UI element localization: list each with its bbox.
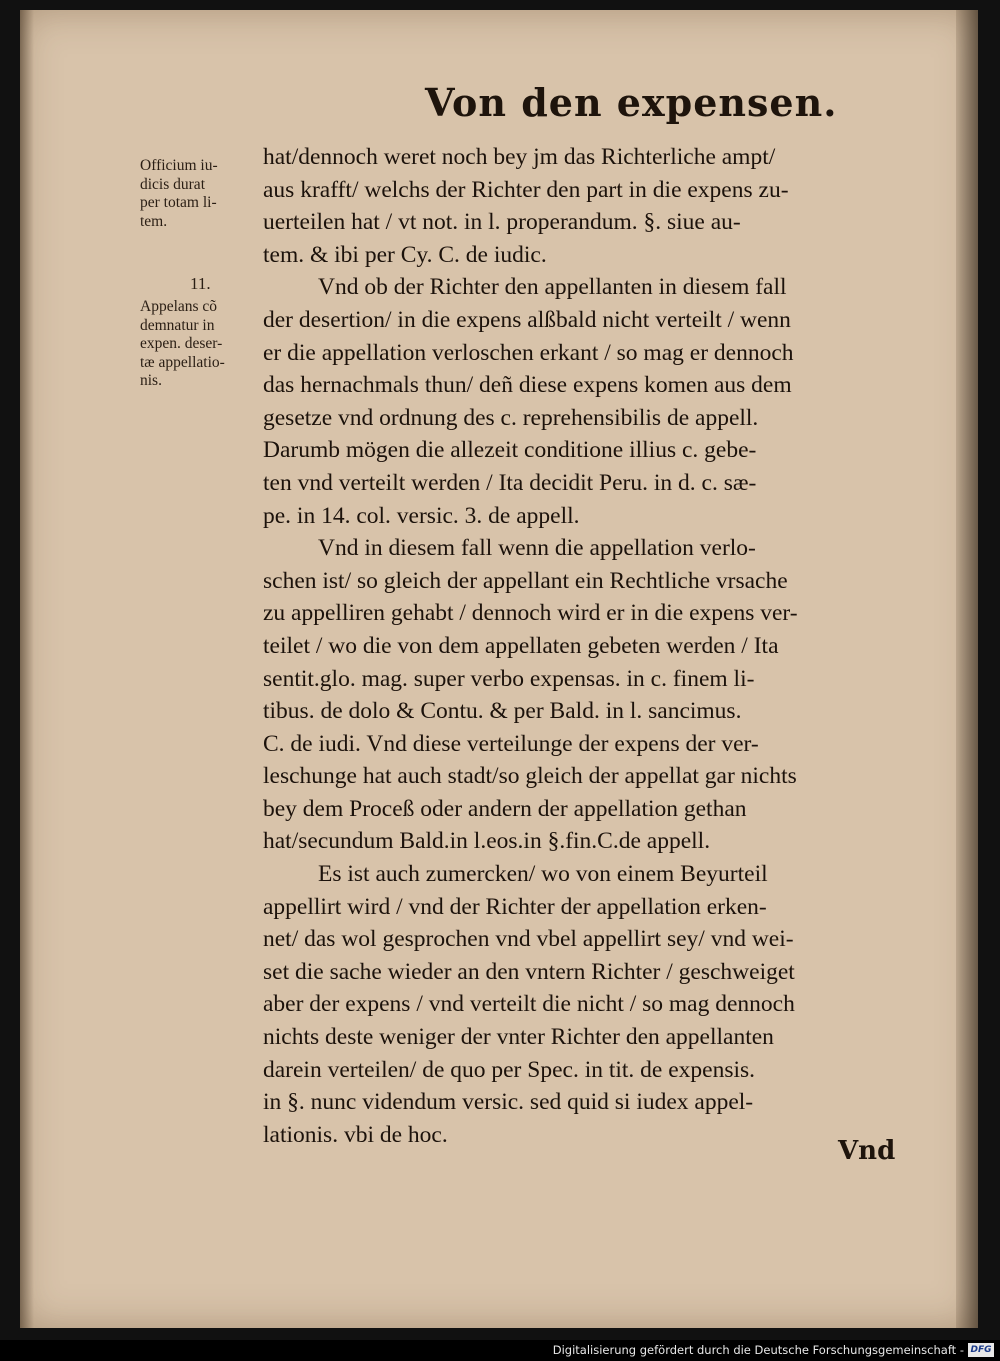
- text-line: uerteilen hat / vt not. in l. properandum. §. siue au-: [263, 209, 741, 236]
- text-line: Darumb mögen die allezeit conditione illius c. gebe-: [263, 437, 757, 464]
- margin-note-appelans: [140, 298, 265, 391]
- text-line: C. de iudi. Vnd diese verteilunge der expens der ver-: [263, 730, 759, 757]
- text-line: der desertion/ in die expens alßbald nicht verteilt / wenn: [263, 306, 791, 333]
- page-edge-shadow: [956, 10, 978, 1328]
- margin-note-officium: [140, 157, 265, 231]
- footer-credit: Digitalisierung gefördert durch die Deutsche Forschungsgemeinschaft -: [552, 1343, 964, 1357]
- body-text: [263, 141, 913, 1151]
- text-line: er die appellation verloschen erkant / so mag er dennoch: [263, 339, 794, 366]
- text-line: lationis. vbi de hoc.: [263, 1121, 448, 1148]
- margin-note-line: expen. deser-: [140, 335, 223, 352]
- text-line: leschunge hat auch stadt/so gleich der appellat gar nichts: [263, 763, 797, 790]
- footer-bar: [0, 1340, 1000, 1361]
- text-line: bey dem Proceß oder andern der appellation gethan: [263, 795, 747, 822]
- text-line: appellirt wird / vnd der Richter der appellation erken-: [263, 893, 767, 920]
- book-page: [20, 10, 978, 1328]
- text-line: sentit.glo. mag. super verbo expensas. in c. finem li-: [263, 665, 755, 692]
- text-line: Vnd in diesem fall wenn die appellation verlo-: [318, 535, 756, 562]
- text-line: aber der expens / vnd verteilt die nicht / so mag dennoch: [263, 991, 795, 1018]
- margin-note-line: dicis durat: [140, 175, 205, 193]
- text-line: pe. in 14. col. versic. 3. de appell.: [263, 502, 580, 529]
- running-head: Von den expensen.: [425, 80, 838, 125]
- margin-note-line: tem.: [140, 212, 168, 230]
- margin-note-line: tæ appellatio-: [140, 353, 225, 371]
- page-gutter-shadow: [20, 10, 34, 1328]
- catchword: Vnd: [838, 1136, 896, 1166]
- text-line: zu appelliren gehabt / dennoch wird er in die expens ver-: [263, 600, 798, 627]
- margin-note-line: Appelans cõ: [140, 298, 218, 315]
- text-line: nichts deste weniger der vnter Richter den appellanten: [263, 1024, 774, 1051]
- text-line: Es ist auch zumercken/ wo von einem Beyurteil: [318, 861, 768, 888]
- text-line: aus krafft/ welchs der Richter den part in die expens zu-: [263, 176, 789, 203]
- margin-note-line: per totam li-: [140, 194, 217, 211]
- text-line: in §. nunc videndum versic. sed quid si iudex appel-: [263, 1089, 754, 1116]
- text-line: darein verteilen/ de quo per Spec. in tit. de expensis.: [263, 1056, 756, 1083]
- text-line: teilet / wo die von dem appellaten gebeten werden / Ita: [263, 632, 779, 659]
- margin-note-line: nis.: [140, 372, 162, 389]
- text-line: das hernachmals thun/ deñ diese expens komen aus dem: [263, 372, 792, 399]
- margin-note-line: Officium iu-: [140, 157, 218, 174]
- text-line: tibus. de dolo & Contu. & per Bald. in l. sancimus.: [263, 698, 742, 725]
- margin-note-line: demnatur in: [140, 316, 215, 334]
- text-line: Vnd ob der Richter den appellanten in diesem fall: [318, 274, 787, 301]
- text-line: net/ das wol gesprochen vnd vbel appellirt sey/ vnd wei-: [263, 926, 794, 953]
- text-line: ten vnd verteilt werden / Ita decidit Peru. in d. c. sæ-: [263, 469, 757, 496]
- text-line: hat/dennoch weret noch bey jm das Richterliche ampt/: [263, 144, 776, 170]
- text-line: schen ist/ so gleich der appellant ein Rechtliche vrsache: [263, 567, 788, 594]
- text-line: hat/secundum Bald.in l.eos.in §.fin.C.de appell.: [263, 828, 711, 855]
- text-line: gesetze vnd ordnung des c. reprehensibilis de appell.: [263, 404, 759, 431]
- dfg-logo: DFG: [968, 1343, 994, 1357]
- margin-number: 11.: [190, 274, 211, 293]
- text-line: set die sache wieder an den vntern Richter / geschweiget: [263, 958, 795, 985]
- text-line: tem. & ibi per Cy. C. de iudic.: [263, 241, 547, 268]
